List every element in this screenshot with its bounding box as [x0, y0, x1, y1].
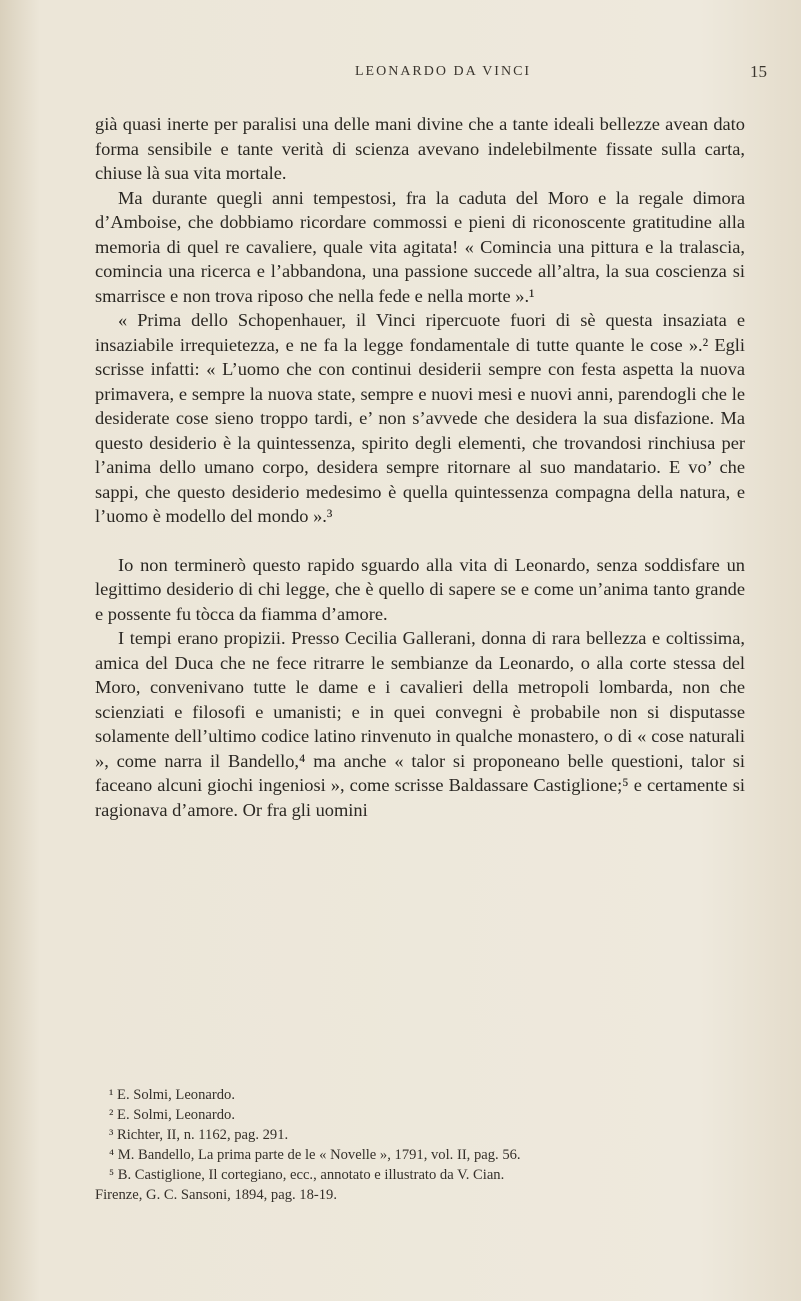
- footnotes: [95, 1085, 745, 1205]
- footnote: ¹ E. Solmi, Leonardo.: [109, 1087, 235, 1103]
- footnote: ² E. Solmi, Leonardo.: [109, 1107, 235, 1123]
- footnote-continuation: Firenze, G. C. Sansoni, 1894, pag. 18-19.: [95, 1187, 337, 1203]
- page-number: 15: [750, 62, 767, 81]
- footnote: ⁴ M. Bandello, La prima parte de le « Novelle », 1791, vol. II, pag. 56.: [109, 1147, 521, 1163]
- paragraph: già quasi inerte per paralisi una delle mani divine che a tante ideali bellezze avean dato forma sensibile e tante verità di scienza avevano indelebilmente fissate sulla carta, chiuse là sua vita mortale.: [95, 114, 745, 183]
- paragraph: Io non terminerò questo rapido sguardo alla vita di Leonardo, senza soddisfare un legittimo desiderio di chi legge, che è quello di sapere se e come un’anima tanto grande e possente fu tòcca da fiamma d’amore.: [95, 554, 745, 624]
- paragraph: Ma durante quegli anni tempestosi, fra la caduta del Moro e la regale dimora d’Amboise, che dobbiamo ricordare commossi e pieni di riconoscente gratitudine alla memoria di quel re cavaliere, quale vita agitata! « Comincia una pittura e la tralascia, comincia una ricerca e l’abbandona, una passione succede all’altra, la sua coscienza si smarrisce e non trova riposo che nella fede e nella morte ».¹: [95, 187, 745, 306]
- paragraph: I tempi erano propizii. Presso Cecilia Gallerani, donna di rara bellezza e coltissima, amica del Duca che ne fece ritrarre le sembianze da Leonardo, o alla corte stessa del Moro, convenivano tutte le dame e i cavalieri della metropoli lombarda, non che scienziati e filosofi e umanisti; e in quei convegni è probabile non si disputasse solamente dell’ultimo codice latino rinvenuto in qualche monastero, o di « cose naturali », come narra il Bandello,⁴ ma anche « talor si proponeano belle questioni, talor si faceano alcuni giochi ingeniosi », come scrisse Baldassare Castiglione;⁵ e certamente si ragionava d’amore. Or fra gli uomini: [95, 628, 745, 820]
- page-header: [0, 64, 801, 88]
- body-text: [95, 112, 745, 822]
- footnote: ³ Richter, II, n. 1162, pag. 291.: [109, 1127, 289, 1143]
- running-head: LEONARDO DA VINCI: [355, 64, 532, 79]
- paragraph: « Prima dello Schopenhauer, il Vinci ripercuote fuori di sè questa insaziata e insaziabile irrequietezza, e ne fa la legge fondamentale di tutte quante le cose ».² Egli scrisse infatti: « L’uomo che con continui desiderii sempre con festa aspetta la nuova primavera, e sempre la nuova state, sempre e nuovi mesi e nuovi anni, parendogli che le desiderate cose sieno troppo tardi, e’ non s’avvede che desidera la sua disfazione. Ma questo desiderio è la quintessenza, spirito degli elementi, che trovandosi rinchiusa per l’anima dello umano corpo, desidera sempre ritornare al suo mandatario. E vo’ che sappi, che questo desiderio medesimo è quella quintessenza compagna della natura, e l’uomo è modello del mondo ».³: [95, 310, 745, 526]
- footnote: ⁵ B. Castiglione, Il cortegiano, ecc., annotato e illustrato da V. Cian.: [109, 1167, 505, 1183]
